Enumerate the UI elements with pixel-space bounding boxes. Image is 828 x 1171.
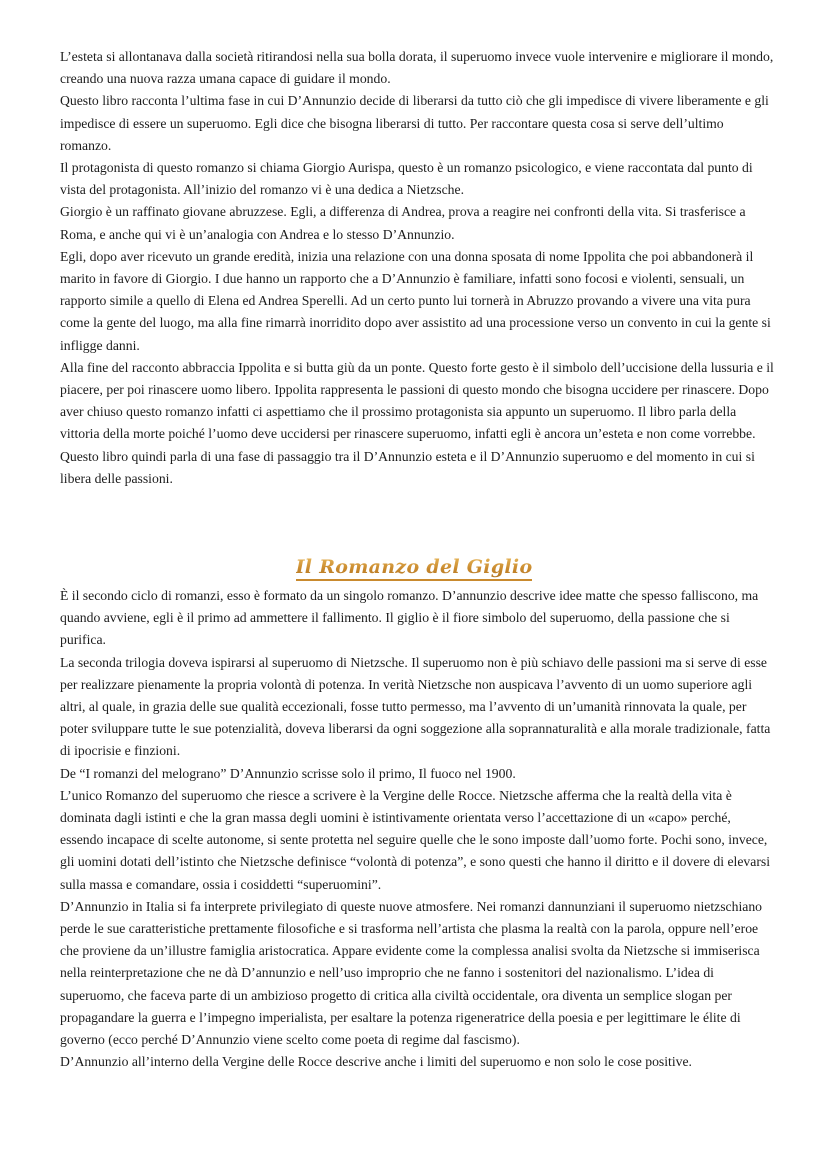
paragraph: L’unico Romanzo del superuomo che riesce a scrivere è la Vergine delle Rocce. Nietzsche afferma che la realtà della vita è dominata dagli istinti e che la gran massa degli uomini è istintivamente orientata verso l’accettazione di un «capo» perché, essendo incapace di scelte autonome, si sente protetta nel seguire quelle che le sono imposte dall’uomo forte. Pochi sono, invece, gli uomini dotati dell’istinto che Nietzsche definisce “volontà di potenza”, e sono questi che hanno il diritto e il dovere di elevarsi sulla massa e comandare, ossia i cosiddetti “superuomini”. <box>60 787 771 892</box>
paragraph: Questo libro quindi parla di una fase di passaggio tra il D’Annunzio esteta e il D’Annunzio superuomo e del momento in cui si libera delle passioni. <box>60 448 755 486</box>
paragraph: Questo libro racconta l’ultima fase in cui D’Annunzio decide di liberarsi da tutto ciò che gli impedisce di vivere liberamente e gli impedisce di essere un superuomo. Egli dice che bisogna liberarsi di tutto. Per raccontare questa cosa si serve dell’ultimo romanzo. <box>60 93 769 153</box>
paragraph: D’Annunzio in Italia si fa interprete privilegiato di queste nuove atmosfere. Nei romanzi dannunziani il superuomo nietzschiano perde le sue caratteristiche prettamente filosofiche e si trasforma nell’artista che plasma la realtà con la parola, oppure nell’eroe che proviene da un’illustre famiglia aristocratica. Appare evidente come la complessa analisi svolta da Nietzsche si immiserisca nella reinterpretazione che ne dà D’annunzio e nell’uso improprio che ne fanno i sostenitori del nazionalismo. L’idea di superuomo, che faceva parte di un ambizioso progetto di critica alla civiltà occidentale, ora diventa un semplice slogan per propagandare la guerra e l’impegno imperialista, per esaltare la potenza rigeneratrice della poesia e per legittimare le élite di governo (ecco perché D’Annunzio viene scelto come poeta di regime dal fascismo). <box>60 898 763 1048</box>
paragraph: La seconda trilogia doveva ispirarsi al superuomo di Nietzsche. Il superuomo non è più schiavo delle passioni ma si serve di esse per realizzare pienamente la propria volontà di potenza. In verità Nietzsche non auspicava l’avvento di un uomo superiore agli altri, al quale, in grazia delle sue qualità eccezionali, fosse tutto permesso, ma l’avvento di un’umanità rinnovata la quale, per poter sviluppare tutte le sue potenzialità, doveva liberarsi da ogni soggezione alla soprannaturalità e alla morale tradizionale, fatta di ipocrisie e finzioni. <box>60 654 771 759</box>
section-heading-wrap <box>0 556 828 581</box>
paragraph: D’Annunzio all’interno della Vergine delle Rocce descrive anche i limiti del superuomo e non solo le cose positive. <box>60 1054 692 1070</box>
section-giglio-text <box>60 585 776 1073</box>
paragraph: Egli, dopo aver ricevuto un grande eredità, inizia una relazione con una donna sposata di nome Ippolita che poi abbandonerà il marito in favore di Giorgio. I due hanno un rapporto che a D’Annunzio è familiare, infatti sono focosi e violenti, sensuali, un rapporto simile a quello di Elena ed Andrea Sperelli. Ad un certo punto lui tornerà in Abruzzo provando a vivere una vita pura come la gente del luogo, ma alla fine rimarrà inorridito dopo aver assistito ad una processione verso un convento in cui la gente si infligge danni. <box>60 248 771 353</box>
paragraph: L’esteta si allontanava dalla società ritirandosi nella sua bolla dorata, il superuomo invece vuole intervenire e migliorare il mondo, creando una nuova razza umana capace di guidare il mondo. <box>60 49 774 87</box>
paragraph: Il protagonista di questo romanzo si chiama Giorgio Aurispa, questo è un romanzo psicologico, e viene raccontata dal punto di vista del protagonista. All’inizio del romanzo vi è una dedica a Nietzsche. <box>60 160 753 198</box>
section-aurispa-text <box>60 46 776 490</box>
section-heading: Il Romanzo del Giglio <box>296 556 533 581</box>
paragraph: È il secondo ciclo di romanzi, esso è formato da un singolo romanzo. D’annunzio descrive idee matte che spesso falliscono, ma quando avviene, egli è il primo ad ammettere il fallimento. Il giglio è il fiore simbolo del superuomo, della passione che si purifica. <box>60 588 759 648</box>
paragraph: Alla fine del racconto abbraccia Ippolita e si butta giù da un ponte. Questo forte gesto è il simbolo dell’uccisione della lussuria e il piacere, per poi rinascere uomo libero. Ippolita rappresenta le passioni di questo mondo che bisogna uccidere per rinascere. Dopo aver chiuso questo romanzo infatti ci aspettiamo che il prossimo protagonista sia appunto un superuomo. Il libro parla della vittoria della morte poiché l’uomo deve uccidersi per rinascere superuomo, infatti egli è ancora un’esteta e non come vorrebbe. <box>60 359 774 442</box>
paragraph: Giorgio è un raffinato giovane abruzzese. Egli, a differenza di Andrea, prova a reagire nei confronti della vita. Si trasferisce a Roma, e anche qui vi è un’analogia con Andrea e lo stesso D’Annunzio. <box>60 204 746 242</box>
paragraph: De “I romanzi del melograno” D’Annunzio scrisse solo il primo, Il fuoco nel 1900. <box>60 765 516 781</box>
